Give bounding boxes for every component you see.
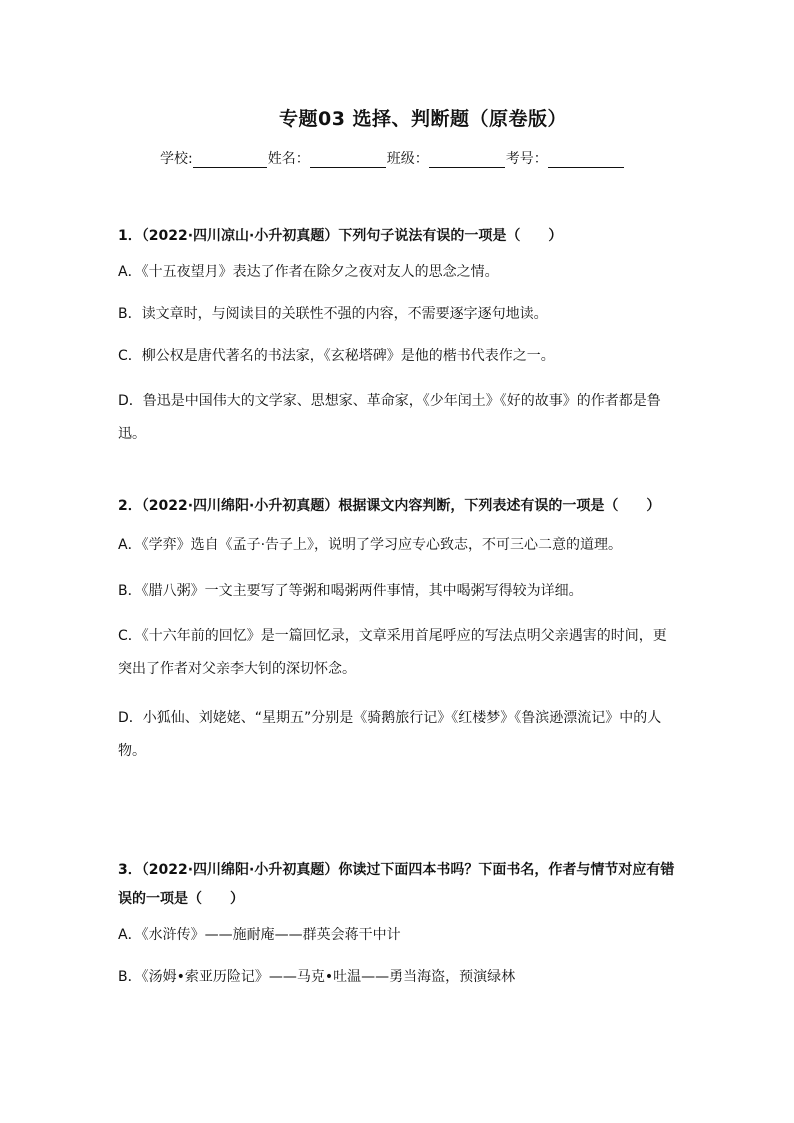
exam-number-blank (548, 153, 624, 168)
option-a: A．《十五夜望月》表达了作者在除夕之夜对友人的思念之情。 (118, 264, 499, 280)
option-d: D．鲁迅是中国伟大的文学家、思想家、革命家，《少年闰土》《好的故事》的作者都是鲁迅。 (118, 393, 661, 442)
question-2 (118, 492, 678, 768)
page-title: 专题03 选择、判断题（原卷版） (278, 108, 568, 130)
option-c: C．《十六年前的回忆》是一篇回忆录，文章采用首尾呼应的写法点明父亲遇害的时间，更突出了作者对父亲李大钊的深切怀念。 (118, 628, 667, 677)
school-label: 学校: (160, 151, 193, 167)
question-stem: 1．（2022·四川凉山·小升初真题）下列句子说法有误的一项是（ ） (118, 228, 563, 244)
question-3 (118, 856, 678, 990)
option-d: D．小狐仙、刘姥姥、“星期五”分别是《骑鹅旅行记》《红楼梦》《鲁滨逊漂流记》中的人物。 (118, 710, 662, 759)
name-label: 姓名： (267, 151, 310, 167)
exam-number-label: 考号： (505, 151, 548, 167)
option-a: A．《学弈》选自《孟子·告子上》，说明了学习应专心致志，不可三心二意的道理。 (118, 537, 623, 553)
option-c: C．柳公权是唐代著名的书法家，《玄秘塔碑》是他的楷书代表作之一。 (118, 348, 555, 364)
class-label: 班级： (386, 151, 429, 167)
option-b: B．《汤姆•索亚历险记》——马克•吐温——勇当海盗，预演绿林 (118, 969, 516, 985)
name-blank (310, 153, 386, 168)
question-1 (118, 222, 678, 451)
option-a: A．《水浒传》——施耐庵——群英会蒋干中计 (118, 927, 401, 943)
option-b: B．读文章时，与阅读目的关联性不强的内容，不需要逐字逐句地读。 (118, 306, 548, 322)
question-stem: 2．（2022·四川绵阳·小升初真题）根据课文内容判断，下列表述有误的一项是（ ） (118, 498, 661, 514)
school-blank (193, 153, 267, 168)
class-blank (429, 153, 505, 168)
option-b: B．《腊八粥》一文主要写了等粥和喝粥两件事情，其中喝粥写得较为详细。 (118, 583, 583, 599)
question-stem: 3．（2022·四川绵阳·小升初真题）你读过下面四本书吗？下面书名，作者与情节对应有错误的一项是（ ） (118, 862, 675, 907)
student-info-line (160, 148, 625, 168)
